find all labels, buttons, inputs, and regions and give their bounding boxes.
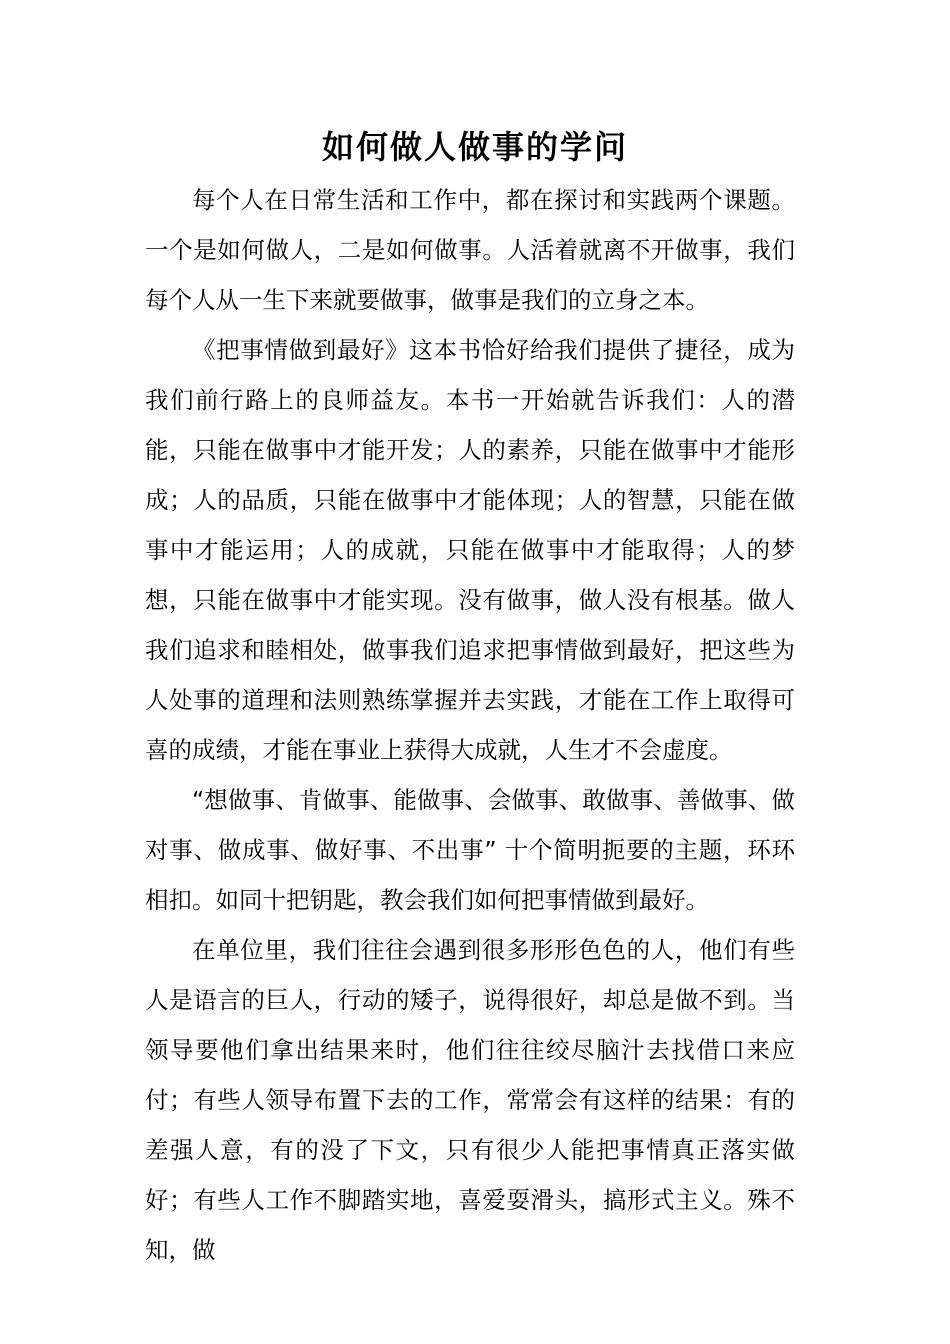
paragraph: 每个人在日常生活和工作中，都在探讨和实践两个课题。一个是如何做人，二是如何做事。人活着就离不开做事，我们每个人从一生下来就要做事，做事是我们的立身之本。 [145, 186, 795, 314]
paragraph: “想做事、肯做事、能做事、会做事、敢做事、善做事、做对事、做成事、做好事、不出事” 十个简明扼要的主题，环环相扣。如同十把钥匙，教会我们如何把事情做到最好。 [145, 786, 795, 914]
paragraph: 《把事情做到最好》这本书恰好给我们提供了捷径，成为我们前行路上的良师益友。本书一开始就告诉我们：人的潜能，只能在做事中才能开发；人的素养，只能在做事中才能形成；人的品质，只能在做事中才能体现；人的智慧，只能在做事中才能运用；人的成就，只能在做事中才能取得；人的梦想，只能在做事中才能实现。没有做事，做人没有根基。做人我们追求和睦相处，做事我们追求把事情做到最好，把这些为人处事的道理和法则熟练掌握并去实践，才能在工作上取得可喜的成绩，才能在事业上获得大成就，人生才不会虚度。 [145, 336, 795, 764]
paragraph: 在单位里，我们往往会遇到很多形形色色的人，他们有些人是语言的巨人，行动的矮子，说得很好，却总是做不到。当领导要他们拿出结果来时，他们往往绞尽脑汁去找借口来应付；有些人领导布置下去的工作，常常会有这样的结果：有的差强人意，有的没了下文，只有很少人能把事情真正落实做好；有些人工作不脚踏实地，喜爱耍滑头，搞形式主义。殊不知，做 [145, 936, 795, 1264]
document-body [145, 175, 795, 1275]
document-title: 如何做人做事的学问 [321, 128, 628, 166]
